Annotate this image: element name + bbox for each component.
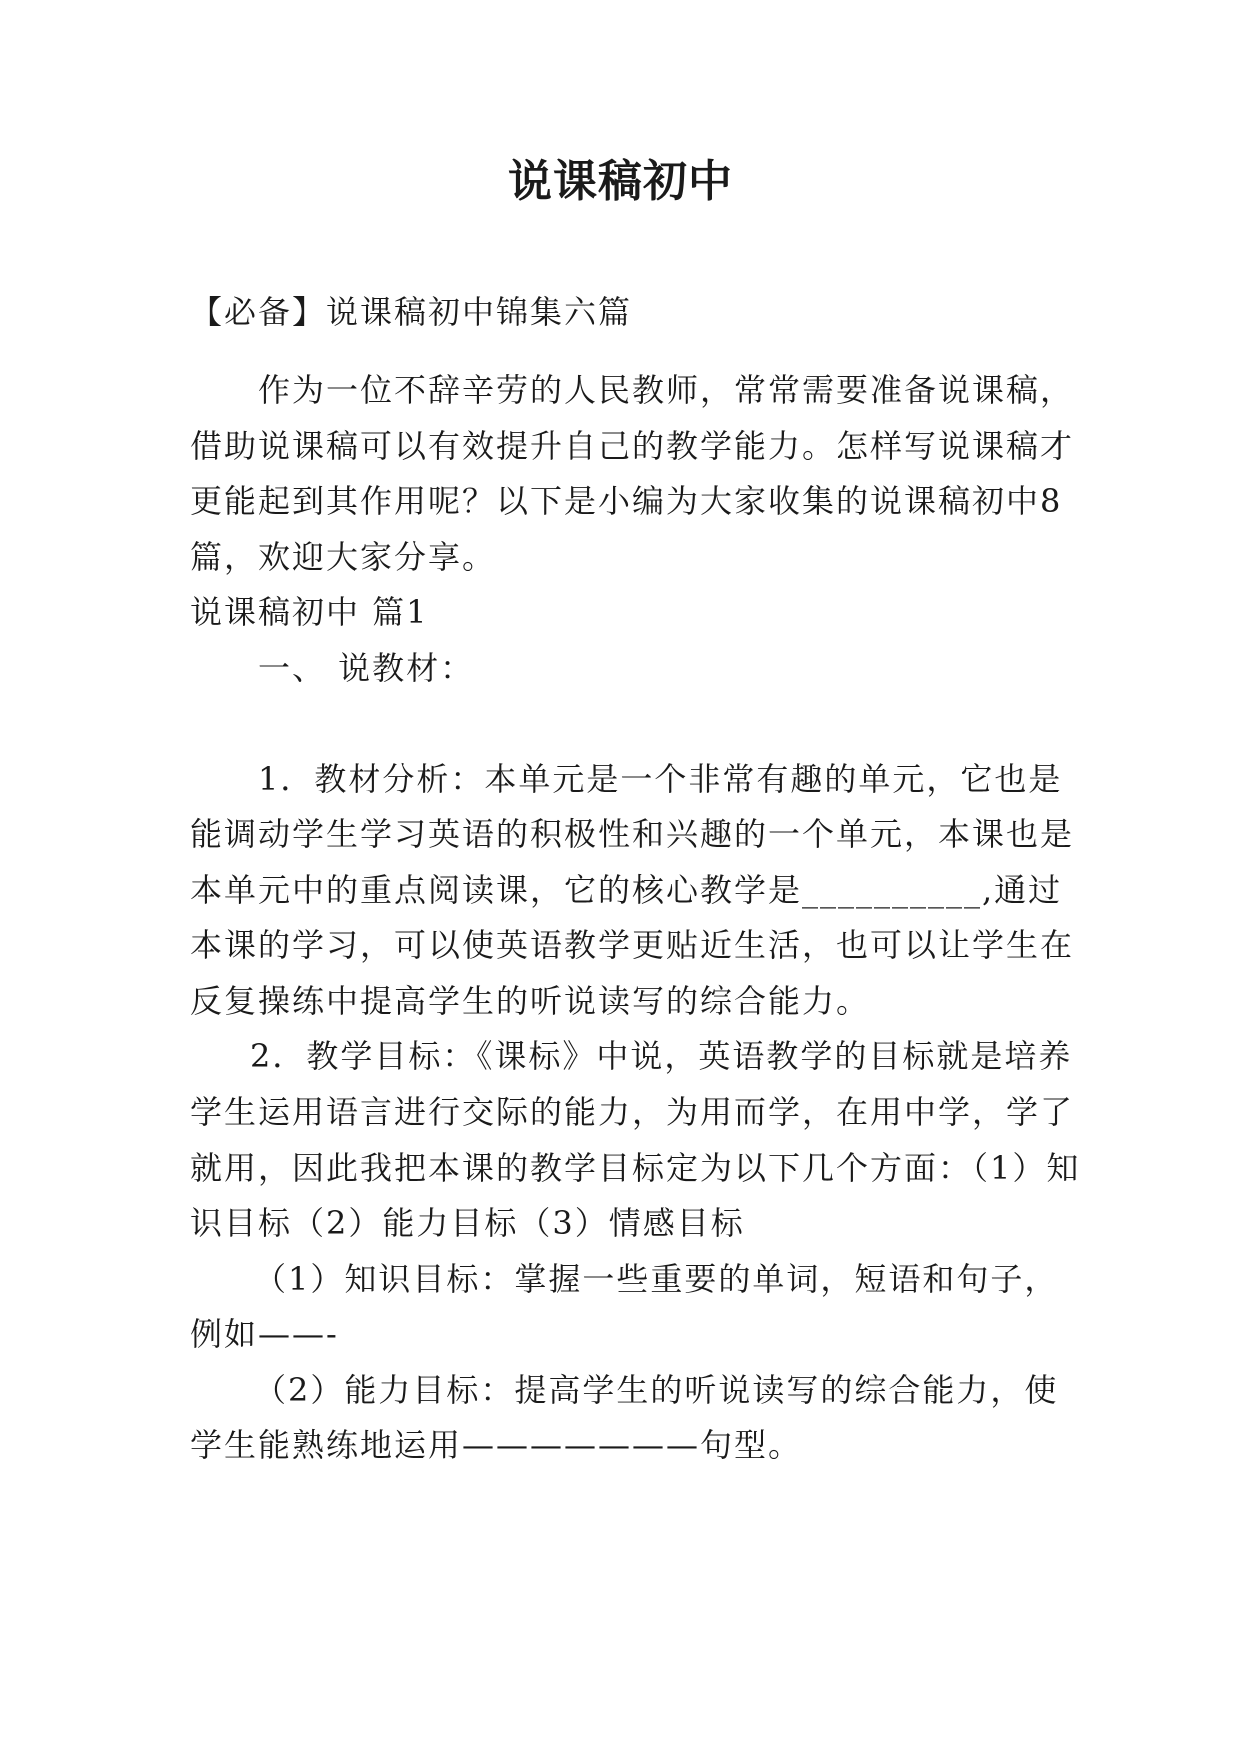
paragraph-line: 1．教材分析：本单元是一个非常有趣的单元，它也是 xyxy=(258,760,1063,798)
paragraph-line: 2．教学目标：《课标》中说，英语教学的目标就是培养 xyxy=(250,1037,1073,1075)
paragraph-line: 作为一位不辞辛劳的人民教师，常常需要准备说课稿， xyxy=(258,371,1075,409)
paragraph-line: （2）能力目标：提高学生的听说读写的综合能力，使 xyxy=(254,1371,1059,1409)
section-heading: 说课稿初中 篇1 xyxy=(190,593,429,631)
paragraph-line: 识目标（2）能力目标（3）情感目标 xyxy=(190,1204,745,1242)
document-subtitle: 【必备】说课稿初中锦集六篇 xyxy=(190,293,633,331)
paragraph-line: 例如——- xyxy=(190,1315,339,1353)
paragraph-line: 本单元中的重点阅读课，它的核心教学是__________,通过 xyxy=(190,871,1063,909)
paragraph-line: 就用，因此我把本课的教学目标定为以下几个方面：（1）知 xyxy=(190,1149,1081,1187)
paragraph-line: 能调动学生学习英语的积极性和兴趣的一个单元，本课也是 xyxy=(190,815,1075,853)
paragraph-line: 篇，欢迎大家分享。 xyxy=(190,538,497,576)
paragraph-line: （1）知识目标：掌握一些重要的单词，短语和句子， xyxy=(254,1260,1059,1298)
paragraph-line: 借助说课稿可以有效提升自己的教学能力。怎样写说课稿才 xyxy=(190,427,1075,465)
subsection-heading: 一、 说教材： xyxy=(258,649,475,687)
document-title: 说课稿初中 xyxy=(508,156,733,207)
paragraph-line: 学生能熟练地运用———————句型。 xyxy=(190,1426,803,1464)
paragraph-line: 反复操练中提高学生的听说读写的综合能力。 xyxy=(190,982,871,1020)
paragraph-line: 本课的学习，可以使英语教学更贴近生活，也可以让学生在 xyxy=(190,926,1075,964)
paragraph-line: 学生运用语言进行交际的能力，为用而学，在用中学，学了 xyxy=(190,1093,1075,1131)
paragraph-line: 更能起到其作用呢？以下是小编为大家收集的说课稿初中8 xyxy=(190,482,1063,520)
